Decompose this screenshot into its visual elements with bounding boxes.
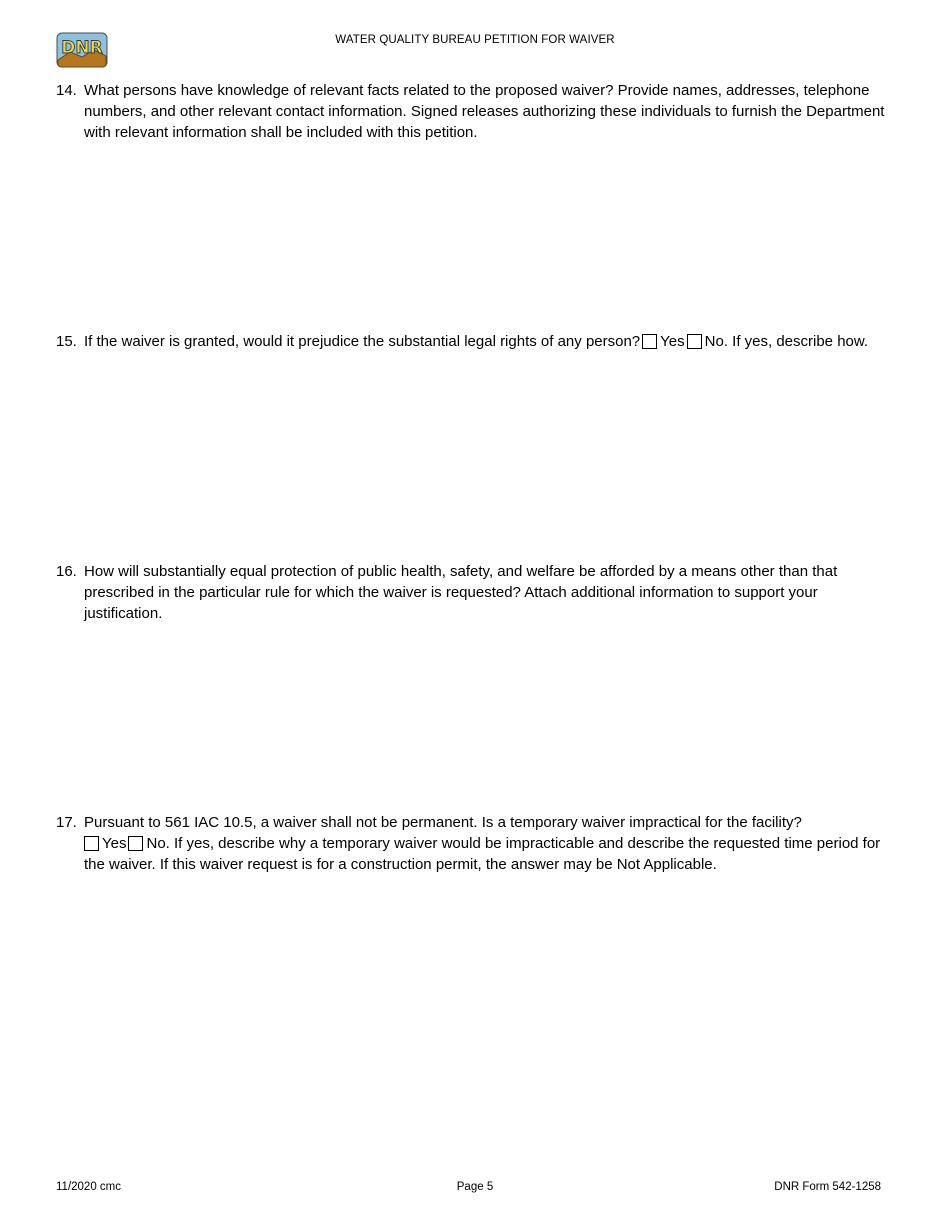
footer-page-number: Page 5 xyxy=(456,1181,494,1193)
question-number: 14. xyxy=(56,82,77,99)
question-number: 15. xyxy=(56,333,77,350)
question-14 xyxy=(56,81,896,143)
question-text xyxy=(84,332,896,353)
document-header-title: WATER QUALITY BUREAU PETITION FOR WAIVER xyxy=(335,34,615,46)
question-text-before: If the waiver is granted, would it prejudice the substantial legal rights of any person? xyxy=(84,333,641,350)
question-text-after: No. If yes, describe how. xyxy=(704,333,869,350)
question-text xyxy=(84,813,896,875)
question-text: How will substantially equal protection of public health, safety, and welfare be afforded by a means other than that prescribed in the particular rule for which the waiver is requested? Attach additional information to support your justification. xyxy=(84,563,838,622)
question-15 xyxy=(56,332,896,353)
footer-revision-date: 11/2020 cmc xyxy=(56,1181,121,1193)
question-number: 16. xyxy=(56,563,77,580)
question-text: What persons have knowledge of relevant facts related to the proposed waiver? Provide names, addresses, telephone numbers, and other relevant contact information. Signed releases authorizing these individuals to furnish the Department with relevant information shall be included with this petition. xyxy=(84,82,885,141)
yes-label: Yes xyxy=(660,333,685,350)
yes-checkbox[interactable] xyxy=(642,334,657,349)
question-text-after: No. If yes, describe why a temporary waiver would be impracticable and describe the requested time period for the waiver. If this waiver request is for a construction permit, the answer may be Not Applicable. xyxy=(84,834,881,873)
yes-label: Yes xyxy=(102,834,127,852)
footer-form-number: DNR Form 542-1258 xyxy=(774,1181,881,1193)
question-16 xyxy=(56,562,896,624)
no-checkbox[interactable] xyxy=(687,334,702,349)
yes-checkbox[interactable] xyxy=(84,836,99,851)
question-number: 17. xyxy=(56,814,77,831)
question-17 xyxy=(56,813,896,875)
question-text-before: Pursuant to 561 IAC 10.5, a waiver shall not be permanent. Is a temporary waiver impractical for the facility? xyxy=(84,814,802,831)
svg-text:DNR: DNR xyxy=(61,38,103,58)
no-checkbox[interactable] xyxy=(128,836,143,851)
